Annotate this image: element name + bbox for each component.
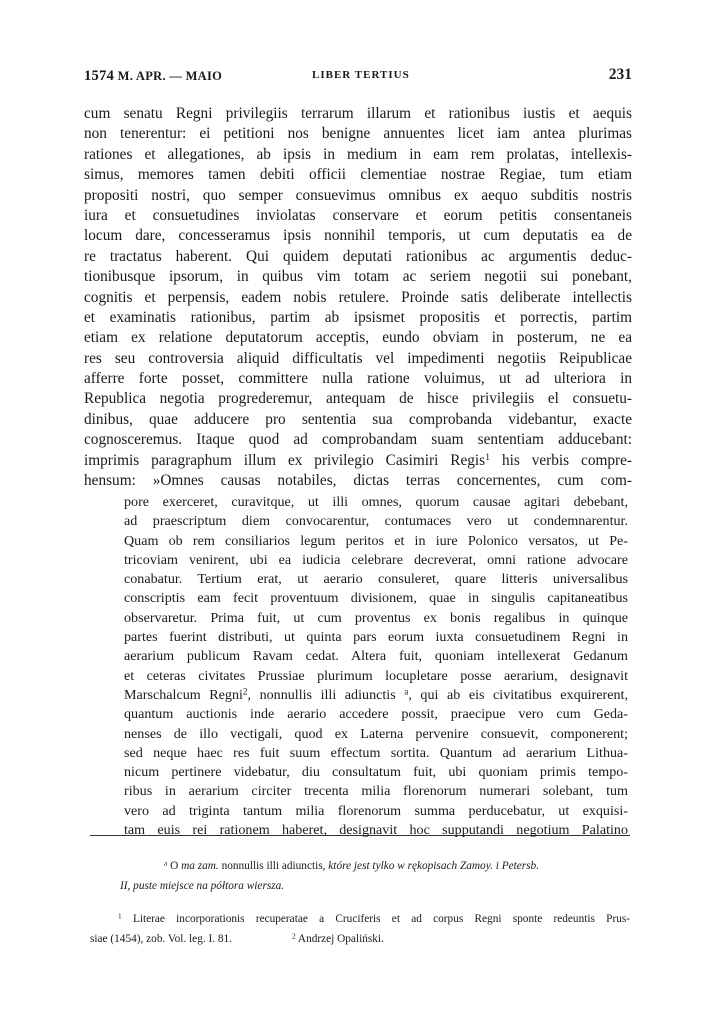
quote-text-line: ribus in aerarium circiter trecenta milia florenorum numerari solebant, tum	[124, 783, 628, 800]
main-text-line: cognosceremus. Itaque quod ad comprobandam suam sententiam adducebant:	[84, 431, 632, 449]
main-text-line: rationes et allegationes, ab ipsis in medium in eam rem prolatas, intellexis-	[84, 145, 632, 163]
footnote-1-line-2: siae (1454), zob. Vol. leg. I. 81. $^2$ Andrzej Opaliński.	[90, 931, 384, 945]
main-text-line: propositi nostri, quo semper consuevimus omnibus ex aequo subditis nostris	[84, 186, 632, 204]
main-text-line: afferre forte posset, committere nulla ratione voluimus, ut ad ulteriora in	[84, 370, 632, 388]
quote-text-segment: , qui ab eis civitatibus exquirerent,	[408, 686, 628, 703]
quote-text-line: tam euis rei rationem haberet, designavit hoc supputandi negotium Palatino	[124, 822, 628, 839]
quote-text-line: nenses de illo vectigali, quod ex Laterna pervenire consuevit, componerent;	[124, 725, 628, 742]
header-title: LIBER TERTIUS	[312, 69, 410, 81]
quote-text-line: observaretur. Prima fuit, ut cum proventus ex bonis regalibus in quinque	[124, 609, 628, 626]
quote-text-line: conabatur. Tertium erat, ut aerario consuleret, quare litteris universalibus	[124, 571, 628, 588]
footnote-a-line-2: II, puste miejsce na półtora wiersza.	[120, 880, 285, 892]
footnote-a	[90, 856, 630, 896]
quote-text-line: quantum auctionis inde aerario accedere possit, praecipue vero cum Geda-	[124, 706, 628, 723]
running-head	[84, 66, 632, 88]
quote-text-line: partes fuerint distributi, ut quinta pars eorum iuxta consuetudinem Regni in	[124, 629, 628, 646]
main-text-line: locum dare, concesseramus ipsis nonnihil temporis, ut cum deputatis ea de	[84, 227, 632, 245]
footnote-a-mark: a	[164, 858, 168, 868]
quote-text-line: conscriptis eam fecit proventuum divisionem, quae in singulis capitaneatibus	[124, 590, 628, 607]
main-text	[84, 104, 632, 491]
main-text-line: non tenerentur: ei petitioni nos benigne annuentes licet iam antea plurimas	[84, 125, 632, 143]
footnote-a-line-1	[90, 856, 630, 876]
quote-text-line: nicum pertinere videbatur, diu consultatum fuit, ubi quoniam primis tempo-	[124, 764, 628, 781]
footnote-a-italic-2: które jest tylko w rękopisach Zamoy. i Petersb.	[328, 860, 540, 872]
footnote-ref-1: 1	[485, 451, 491, 463]
quote-text-segment: , nonnullis illi adiunctis	[247, 686, 405, 703]
main-text-line: cognitis et perpensis, eadem nobis retulere. Proinde satis deliberate intellectis	[84, 288, 632, 306]
footnote-2-mark: 2	[292, 931, 296, 941]
main-text-line: iura et consuetudines inviolatas conservare et eorum petitis consentaneis	[84, 206, 632, 224]
footnote-a-prefix: O	[170, 860, 179, 872]
quote-text-line: vero ad triginta tantum milia florenorum summa perducebatur, ut exquisi-	[124, 802, 628, 819]
quoted-text-block	[124, 493, 628, 840]
numbered-footnotes	[90, 909, 630, 949]
quote-text-segment: Marschalcum Regni	[124, 686, 243, 703]
footnote-a-latin: nonnullis illi adiunctis,	[218, 860, 329, 872]
main-text-segment: imprimis paragraphum illum ex privilegio Casimiri Regis	[84, 451, 486, 469]
quote-text-line: sed neque haec res fuit suum effectum sortita. Quantum ad aerarium Lithua-	[124, 744, 628, 761]
header-year: 1574	[84, 68, 115, 84]
main-text-line: cum senatu Regni privilegiis terrarum illarum et rationibus iustis et aequis	[84, 105, 632, 122]
footnote-ref-2: 2	[242, 686, 248, 697]
footnote-2-text: Andrzej Opaliński.	[297, 933, 384, 945]
main-text-segment: his verbis compre-	[490, 451, 632, 469]
quote-text-line: tricoviam venirent, ubi ea iudicia celebrare decreverat, omni ratione advocare	[124, 551, 628, 568]
main-text-line: re tractatus haberent. Qui quidem deputati rationibus ac argumentis deduc-	[84, 247, 632, 265]
quote-text-line: pore exerceret, curavitque, ut illi omnes, quorum causae agitari debebant,	[124, 494, 628, 510]
quote-text-line: aerarium publicum Ravam cedat. Altera fuit, quoniam intellexerat Gedanum	[124, 648, 628, 665]
footnote-ref-a: a	[404, 686, 409, 697]
footnote-rule	[90, 835, 630, 836]
main-text-line: dinibus, quae adducere pro sententia sua comprobanda videbantur, exacte	[84, 410, 632, 428]
main-text-line: res seu controversia aliquid difficultatis vel impedimenti negotiis Reipublicae	[84, 349, 632, 367]
main-text-line: simus, memores tamen debiti officii clementiae nostrae Regiae, tum etiam	[84, 166, 632, 184]
main-text-line: tionibusque ipsorum, in quibus vim totam ac seriem negotii sui ponebant,	[84, 268, 632, 286]
quote-text-line	[124, 686, 628, 705]
main-text-line: hensum: »Omnes causas notabiles, dictas terras concernentes, cum com-	[84, 472, 632, 490]
quote-text-line: et ceteras civitates Prussiae plurimum locupletare posse aerarium, designavit	[124, 667, 628, 684]
main-text-line: et examinatis rationibus, partim ab ipsismet propositis et porrectis, partim	[84, 308, 632, 326]
quote-text-line: ad praescriptum diem convocarentur, contumaces vero ut condemnarentur.	[124, 513, 628, 530]
quote-text-line: Quam ob rem consiliarios legum peritos et in iure Polonico versatos, ut Pe-	[124, 532, 628, 549]
main-text-line: Republica negotia progrederemur, antequam de hisce privilegiis el consuetu-	[84, 390, 632, 408]
page-number: 231	[608, 66, 632, 83]
footnote-a-italic-1: ma zam.	[181, 860, 219, 872]
footnote-1-mark: 1	[118, 911, 122, 921]
header-date	[84, 68, 222, 85]
footnote-1-line-1: $^1$ Literae incorporationis recuperatae a Cruciferis et ad corpus Regni sponte redeuntis Prus-	[118, 911, 631, 925]
main-text-line	[84, 451, 632, 471]
header-months: M. APR. — MAIO	[117, 69, 223, 83]
main-text-line: etiam ex relatione deputatorum acceptis, eundo obviam in posterum, ne ea	[84, 329, 632, 347]
